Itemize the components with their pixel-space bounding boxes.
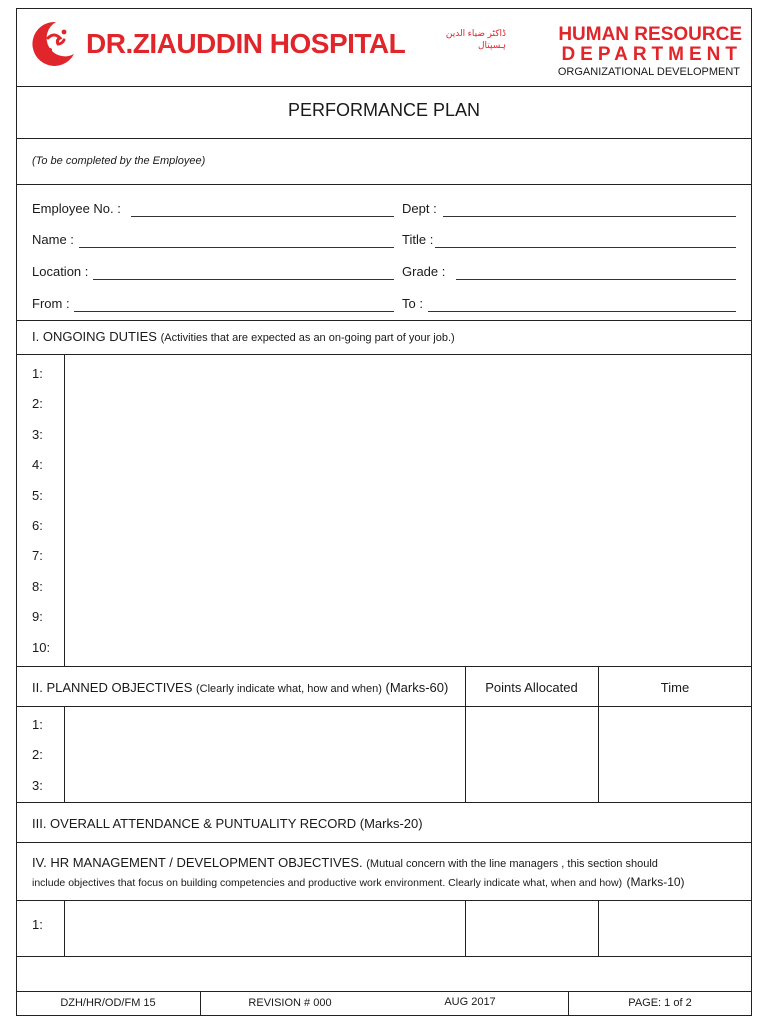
hospital-name-urdu-line2: ہسپتال [477, 40, 506, 50]
section1-row-label: 10: [32, 639, 51, 655]
section1-row-label: 9: [32, 609, 43, 625]
employee-no-label: Employee No. : [32, 201, 121, 216]
section3-heading-row [32, 816, 423, 831]
hospital-name-urdu-line1: ڈاکٹر ضیاء الدین [445, 28, 506, 38]
section4-subtext-row2 [32, 873, 685, 891]
crescent-logo-icon [26, 18, 78, 70]
dept-title-line1: HUMAN RESOURCE [558, 24, 742, 45]
section3-marks: (Marks-20) [359, 816, 423, 831]
page-number: PAGE: 1 of 2 [628, 997, 692, 1009]
revision-number: REVISION # 000 [248, 997, 332, 1009]
from-label: From : [32, 296, 70, 311]
section2-row-label: 1: [32, 717, 43, 732]
section1-row-label: 6: [32, 518, 43, 533]
section1-heading-row [32, 329, 455, 344]
section4-heading-row [32, 855, 658, 870]
section4-subtext-line1: (Mutual concern with the line managers , this section should [366, 858, 658, 870]
hospital-logo [26, 18, 78, 70]
section2-marks: (Marks-60) [385, 680, 449, 695]
section2-heading: II. PLANNED OBJECTIVES [32, 680, 193, 695]
location-field[interactable] [93, 279, 394, 280]
section2-heading-row [32, 680, 448, 695]
section2-row-label: 2: [32, 747, 43, 763]
dept-title-line2: DEPARTMENT [561, 44, 742, 65]
dept-label: Dept : [402, 201, 437, 216]
grade-field[interactable] [456, 279, 736, 280]
time-header: Time [660, 680, 690, 695]
form-code: DZH/HR/OD/FM 15 [60, 997, 156, 1009]
grade-label: Grade : [402, 264, 446, 279]
section1-row-label: 8: [32, 578, 43, 594]
section1-row-label: 1: [32, 366, 43, 381]
section4-heading: IV. HR MANAGEMENT / DEVELOPMENT OBJECTIVES. [32, 855, 363, 870]
completion-note: (To be completed by the Employee) [32, 155, 206, 167]
section1-subtext: (Activities that are expected as an on-going part of your job.) [160, 332, 455, 344]
section1-heading: I. ONGOING DUTIES [32, 329, 157, 344]
page-title: PERFORMANCE PLAN [287, 100, 481, 120]
section4-row-label: 1: [32, 917, 43, 932]
name-label: Name : [32, 232, 74, 247]
from-field[interactable] [74, 311, 394, 312]
section1-row-label: 3: [32, 426, 43, 442]
title-field[interactable] [435, 247, 736, 248]
location-label: Location : [32, 264, 89, 279]
section1-row-label: 2: [32, 396, 43, 412]
form-date: AUG 2017 [444, 996, 496, 1008]
section1-row-label: 5: [32, 487, 43, 503]
section1-row-label: 4: [32, 457, 43, 473]
section4-subtext-line2: include objectives that focus on building competencies and productive work environment. Clearly indicate what, when and how) [32, 877, 623, 889]
points-allocated-header: Points Allocated [485, 680, 578, 695]
employee-no-field[interactable] [131, 216, 394, 217]
section4-marks: (Marks-10) [626, 875, 685, 889]
dept-field[interactable] [443, 216, 736, 217]
section3-heading: III. OVERALL ATTENDANCE & PUNTUALITY RECORD [32, 816, 357, 831]
section2-row-label: 3: [32, 777, 43, 793]
section1-row-label: 7: [32, 548, 43, 564]
section2-subtext: (Clearly indicate what, how and when) [196, 683, 382, 695]
hospital-name: DR.ZIAUDDIN HOSPITAL [86, 28, 406, 59]
title-label: Title : [402, 232, 434, 247]
name-field[interactable] [79, 247, 394, 248]
to-label: To : [402, 296, 423, 311]
dept-subtitle: ORGANIZATIONAL DEVELOPMENT [557, 66, 740, 78]
to-field[interactable] [428, 311, 736, 312]
